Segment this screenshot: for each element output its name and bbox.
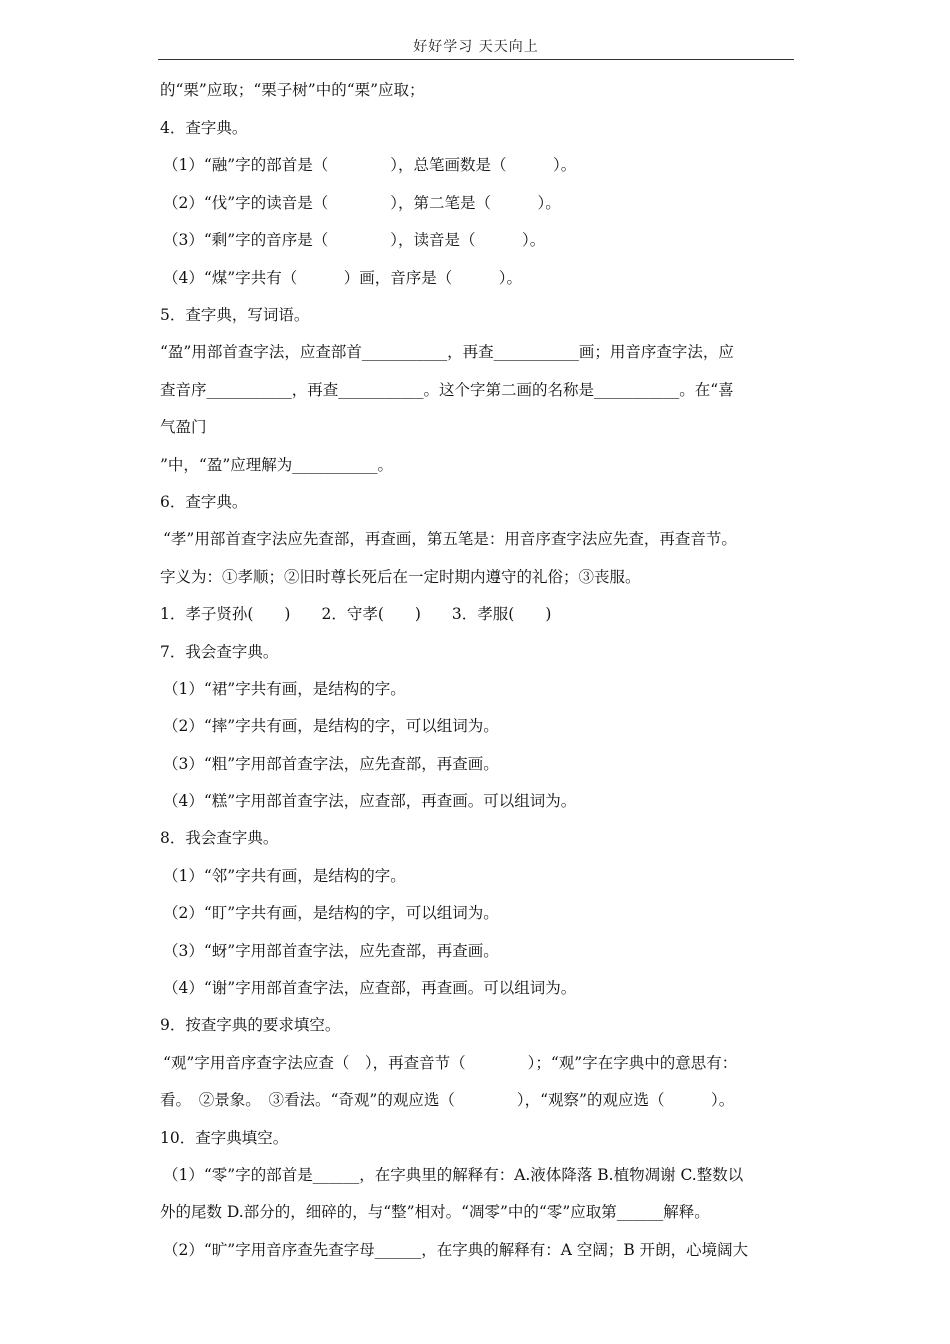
text-line: （3）“蚜”字用部首查字法，应先查部，再查画。	[163, 942, 499, 960]
text-line: 气盈门	[160, 418, 207, 436]
text-line: “观”字用音序查字法应查（ ），再查音节（ ）；“观”字在字典中的意思有：	[163, 1054, 738, 1072]
page-header: 好好学习 天天向上	[413, 39, 539, 55]
text-line: “孝”用部首查字法应先查部，再查画，第五笔是：用音序查字法应先查，再查音节。	[163, 530, 737, 548]
text-line: （1）“零”字的部首是______，在字典里的解释有：A.液体降落 B.植物凋谢 C.整数以	[163, 1166, 744, 1184]
text-line: （1）“裙”字共有画，是结构的字。	[163, 680, 406, 698]
question-heading: 6．查字典。	[160, 493, 248, 511]
text-line: 1．孝子贤孙( ) 2．守孝( ) 3．孝服( )	[160, 605, 552, 623]
text-line: 字义为：①孝顺；②旧时尊长死后在一定时期内遵守的礼俗；③丧服。	[160, 568, 641, 586]
text-line: （1）“邻”字共有画，是结构的字。	[163, 867, 406, 885]
text-line: （2）“盯”字共有画，是结构的字，可以组词为。	[163, 904, 499, 922]
text-line: “盈”用部首查字法，应查部首___________，再查___________画；用音序查字法，应	[160, 343, 734, 361]
question-heading: 5．查字典，写词语。	[160, 306, 310, 324]
text-line: （4）“糕”字用部首查字法，应查部，再查画。可以组词为。	[163, 792, 577, 810]
text-line: ”中，“盈”应理解为___________。	[160, 456, 394, 474]
text-line: 查音序___________，再查___________。这个字第二画的名称是___________。在“喜	[160, 381, 734, 399]
question-heading: 8．我会查字典。	[160, 829, 279, 847]
text-line: 的“栗”应取；“栗子树”中的“栗”应取；	[160, 81, 425, 99]
text-line: （3）“粗”字用部首查字法，应先查部，再查画。	[163, 755, 499, 773]
text-line: 看。 ②景象。 ③看法。“奇观”的观应选（ ），“观察”的观应选（ ）。	[160, 1091, 735, 1109]
question-heading: 4．查字典。	[160, 119, 248, 137]
question-heading: 9．按查字典的要求填空。	[160, 1016, 341, 1034]
text-line: （3）“剩”字的音序是（ ），读音是（ ）。	[163, 231, 546, 249]
text-line: （2）“旷”字用音序查先查字母______，在字典的解释有：A 空阔；B 开朗，心境阔大	[163, 1241, 749, 1259]
text-line: （2）“摔”字共有画，是结构的字，可以组词为。	[163, 717, 499, 735]
text-line: （4）“谢”字用部首查字法，应查部，再查画。可以组词为。	[163, 979, 577, 997]
text-line: （2）“伐”字的读音是（ ），第二笔是（ ）。	[163, 194, 561, 212]
text-line: （4）“煤”字共有（ ）画，音序是（ ）。	[163, 269, 522, 287]
question-heading: 7．我会查字典。	[160, 643, 279, 661]
header-rule	[158, 59, 794, 60]
text-line: （1）“融”字的部首是（ ），总笔画数是（ ）。	[163, 156, 577, 174]
question-heading: 10．查字典填空。	[160, 1129, 289, 1147]
text-line: 外的尾数 D.部分的，细碎的，与“整”相对。“凋零”中的“零”应取第______解释。	[160, 1203, 710, 1221]
